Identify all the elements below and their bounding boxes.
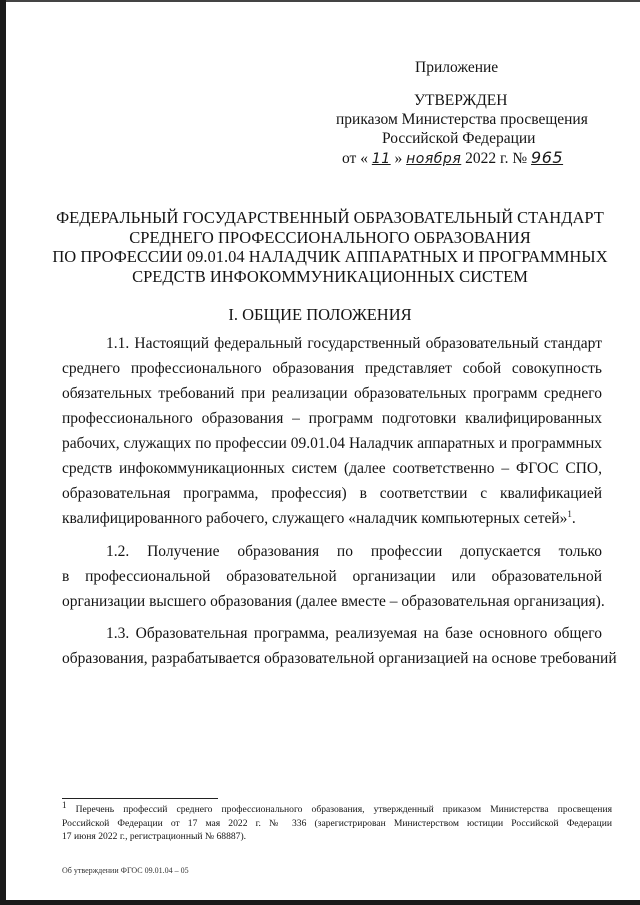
text-line: образовательная программа, профессия) в соответствии с квалификацией — [62, 485, 602, 502]
section-heading: I. ОБЩИЕ ПОЛОЖЕНИЯ — [228, 305, 412, 324]
text-line: образования, разрабатывается образовательной организацией на основе требований — [62, 650, 617, 667]
footnote-reference: 1 — [567, 508, 572, 519]
text-line-last — [62, 506, 602, 531]
text-line: профессионального образования – программ подготовки квалифицированных — [62, 410, 602, 427]
scan-edge-top — [0, 0, 640, 2]
order-number-handwritten: 965 — [531, 148, 564, 167]
text-line: в профессиональной образовательной организации или образовательной — [62, 568, 602, 585]
title-line: СРЕДСТВ ИНФОКОММУНИКАЦИОННЫХ СИСТЕМ — [132, 266, 528, 286]
appendix-label: Приложение — [415, 59, 499, 76]
page-footer: Об утверждении ФГОС 09.01.04 – 05 — [62, 866, 189, 875]
footnote-line: 17 июня 2022 г., регистрационный № 68887). — [62, 831, 247, 842]
date-mid: » — [394, 150, 403, 167]
footnote-line: Российской Федерации от 17 мая 2022 г. № 336 (зарегистрирован Министерством юстиции Российской Федерации — [62, 817, 612, 829]
scan-edge-bottom — [0, 900, 640, 905]
date-month-handwritten: ноября — [406, 151, 462, 167]
order-line-1: приказом Министерства просвещения — [336, 111, 588, 128]
footnote-line — [62, 799, 612, 817]
footnote-text: Перечень профессий среднего профессионального образования, утвержденный приказом Министерства просвещения — [75, 804, 612, 815]
title-line: ФЕДЕРАЛЬНЫЙ ГОСУДАРСТВЕННЫЙ ОБРАЗОВАТЕЛЬНЫЙ СТАНДАРТ — [56, 208, 604, 227]
text-line: квалифицированного рабочего, служащего «наладчик компьютерных сетей» — [62, 510, 568, 527]
document-title — [50, 208, 610, 286]
text-line: 1.3. Образовательная программа, реализуемая на базе основного общего — [106, 625, 602, 642]
text-line: обязательных требований при реализации образовательных программ среднего — [62, 385, 602, 402]
scan-edge-left — [0, 0, 6, 905]
title-line: ПО ПРОФЕССИИ 09.01.04 НАЛАДЧИК АППАРАТНЫХ И ПРОГРАММНЫХ — [52, 247, 608, 266]
text-line: рабочих, служащих по профессии 09.01.04 Наладчик аппаратных и программных — [62, 435, 602, 452]
date-day-handwritten: 11 — [371, 151, 391, 167]
title-line: СРЕДНЕГО ПРОФЕССИОНАЛЬНОГО ОБРАЗОВАНИЯ — [129, 227, 531, 247]
footnote-separator — [62, 798, 218, 799]
footnote — [62, 799, 612, 844]
approved-label: УТВЕРЖДЕН — [414, 92, 508, 109]
order-date-line — [342, 148, 563, 169]
paragraph-end: . — [571, 510, 576, 527]
footnote-marker: 1 — [62, 799, 67, 810]
date-prefix: от « — [342, 150, 368, 167]
paragraph-1-2 — [62, 539, 605, 614]
text-line: среднего профессионального образования представляет собой совокупность — [62, 360, 602, 377]
date-year: 2022 г. № — [465, 150, 528, 167]
text-line: 1.1. Настоящий федеральный государственный образовательный стандарт — [106, 335, 602, 352]
text-line: средств инфокоммуникационных систем (далее соответственно – ФГОС СПО, — [62, 460, 602, 477]
paragraph-1-1 — [62, 331, 602, 531]
order-line-2: Российской Федерации — [382, 130, 536, 147]
text-line: организации высшего образования (далее вместе – образовательная организация). — [62, 593, 605, 610]
text-line: 1.2. Получение образования по профессии допускается только — [106, 543, 602, 560]
paragraph-1-3 — [62, 621, 617, 671]
